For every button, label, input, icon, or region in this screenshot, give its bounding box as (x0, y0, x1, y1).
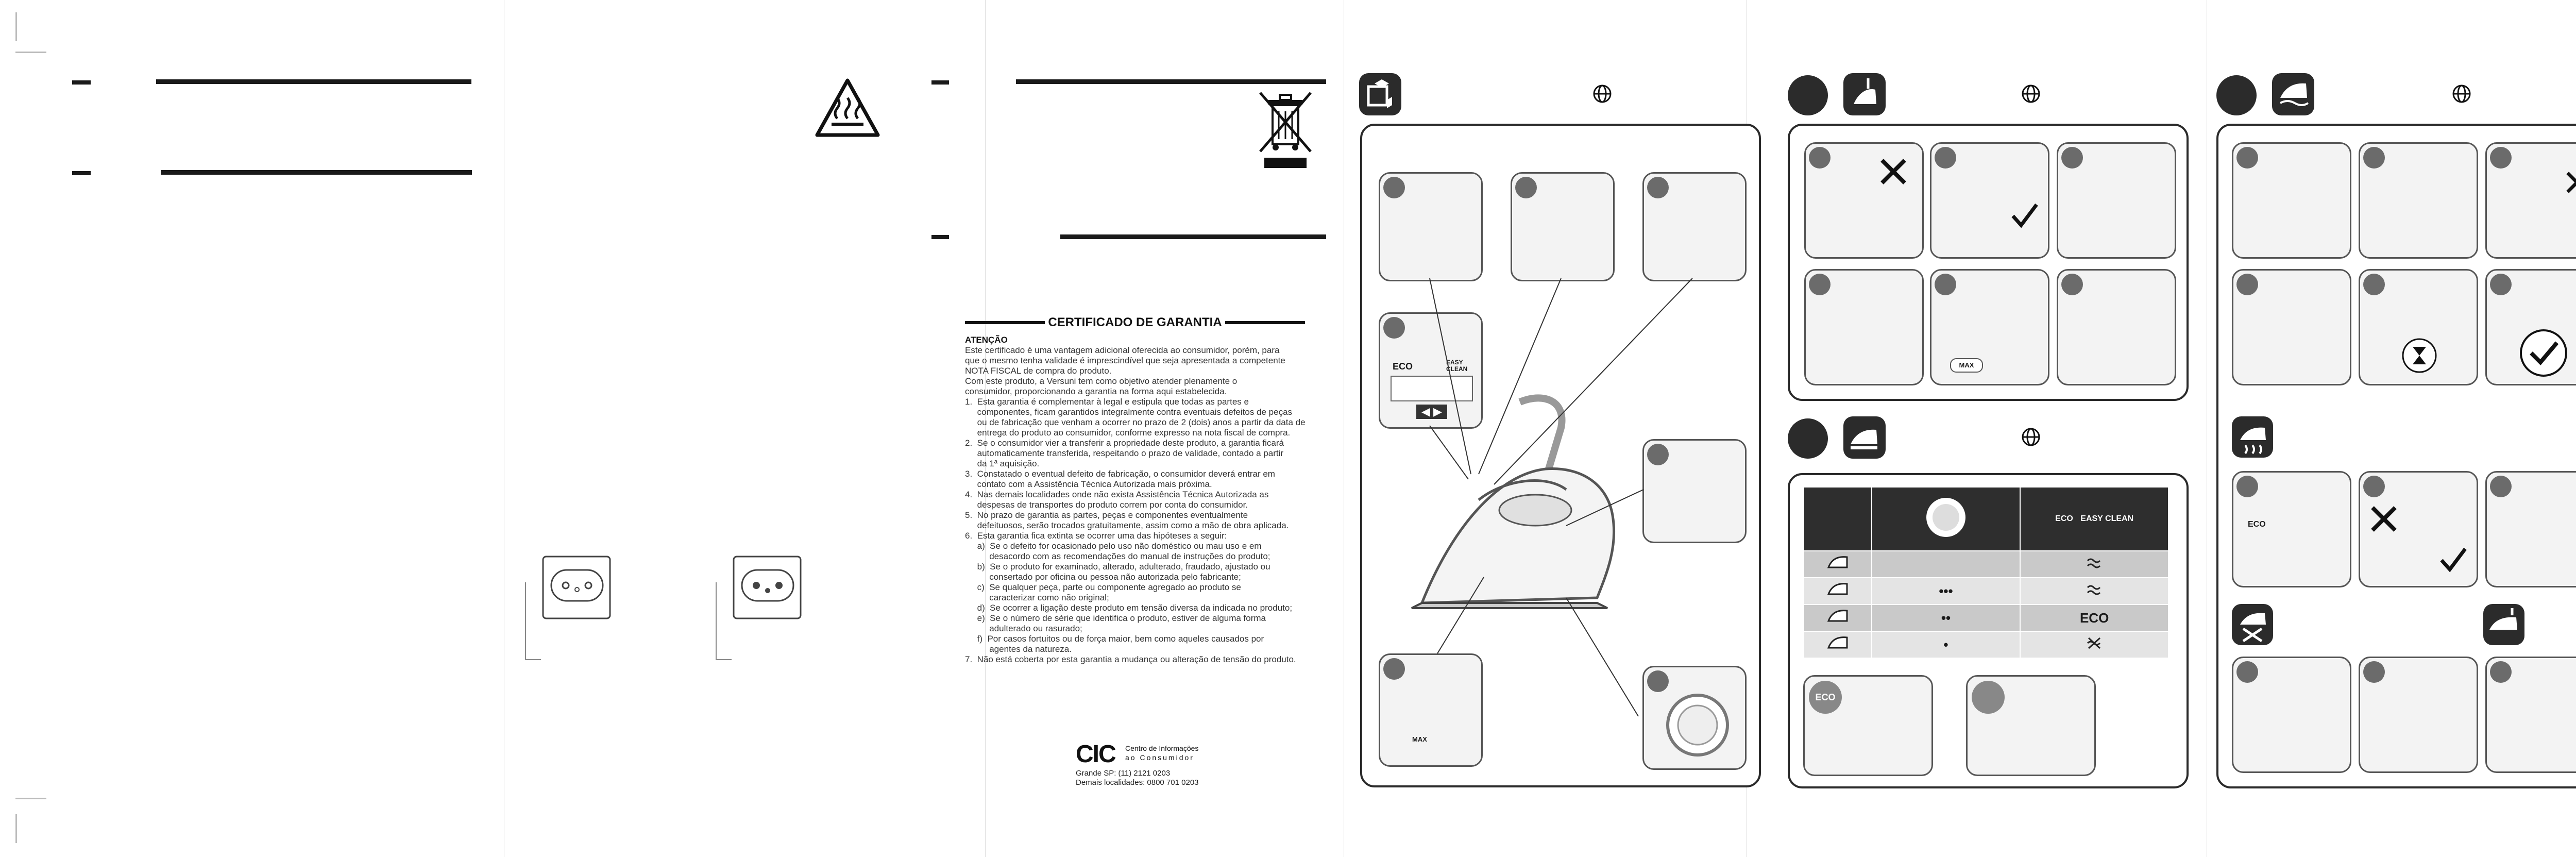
certificate-clause-line: b) Se o produto for examinado, alterado, adulterado, fraudado, ajustado ou (965, 562, 1270, 572)
certificate-clause-line: defeituosos, serão trocados gratuitamente, assim como a mão de obra aplicada. (965, 520, 1289, 530)
easy-clean-header-label: EASY CLEAN (2080, 514, 2134, 523)
attention-heading: ATENÇÃO (965, 335, 1008, 345)
fabric-type-cell (1804, 631, 1872, 658)
product-box-icon (1359, 73, 1401, 115)
crop-mark (15, 12, 17, 41)
ironing-step-panel (2232, 269, 2351, 385)
filling-step-panel (1804, 269, 1924, 385)
table-header-cell (2020, 487, 2168, 551)
iron-temperature-icon (1843, 416, 1886, 459)
heading-rule (161, 170, 472, 175)
certificate-intro-line: NOTA FISCAL de compra do produto. (965, 366, 1112, 376)
table-row (1804, 604, 2168, 631)
filling-step-panel (1930, 269, 2049, 385)
steam-setting-cell (2020, 631, 2168, 658)
temperature-dots-cell: •• (1872, 604, 2021, 631)
max-label: MAX (1412, 735, 1427, 743)
ironing-step-panel (2485, 269, 2576, 385)
heading-marker (931, 235, 949, 239)
heading-rule (1060, 234, 1326, 239)
certificate-clause-line: componentes, ficam garantidos integralmente contra eventuais defeitos de peças (965, 407, 1293, 417)
cic-line1: Centro de Informações (1125, 744, 1199, 752)
table-header (1804, 487, 2168, 551)
check-icon (2437, 545, 2468, 576)
fabric-iron-icon (1826, 554, 1849, 572)
certificate-title: CERTIFICADO DE GARANTIA (965, 316, 1305, 329)
certificate-clause-line: c) Se qualquer peça, parte ou componente agregado ao produto se (965, 582, 1241, 592)
steam-setting-cell (2020, 578, 2168, 604)
heading-rule (156, 79, 471, 84)
fabric-type-cell (1804, 551, 1872, 578)
certificate-clause-line: ou de fabricação que venham a ocorrer no prazo de 2 (dois) anos a partir da data de (965, 417, 1306, 427)
shot-of-steam-badge (2483, 604, 2524, 645)
globe-icon (2021, 83, 2041, 104)
filling-step-panel (2057, 142, 2176, 259)
certificate-clause-line: agentes da natureza. (965, 644, 1072, 654)
no-steam-icon (2086, 637, 2103, 649)
temperature-dots-cell: • (1872, 631, 2021, 658)
certificate-intro-line: consumidor, proporcionando a garantia na forma aqui estabelecida. (965, 387, 1227, 396)
certificate-intro-line: Com este produto, a Versuni tem como objetivo atender plenamente o (965, 376, 1238, 386)
certificate-clause-line: 5. No prazo de garantia as partes, peças e componentes eventualmente (965, 510, 1248, 520)
certificate-clause-line: desacordo com as recomendações do manual de instruções do produto; (965, 551, 1270, 561)
cic-contact-block (1076, 740, 1230, 786)
ironing-icon (2272, 73, 2314, 115)
steam-step-panel (2359, 471, 2478, 587)
certificate-clause-line: caracterizar como não original; (965, 593, 1109, 602)
hourglass-icon (2401, 338, 2437, 374)
certificate-intro-line: que o mesmo tenha validade é imprescindível que seja apresentada a competente (965, 356, 1285, 365)
certificate-clause-line: consertado por oficina ou pessoa não autorizada pelo fabricante; (965, 572, 1241, 582)
product-overview-badge (1359, 73, 1401, 115)
ironing-step-panel (2232, 142, 2351, 259)
check-icon (2009, 200, 2040, 231)
certificate-body (965, 335, 1305, 665)
eco-circle-label: ECO (1809, 681, 1842, 714)
easy-clean-label: EASY CLEAN (1446, 359, 1468, 373)
filling-step-panel (1804, 142, 1924, 259)
table-header-cell (1872, 487, 2021, 551)
certificate-clause-line: entrega do produto ao consumidor, conforme expresso na nota fiscal de compra. (965, 428, 1291, 438)
globe-icon (1592, 83, 1613, 104)
dry-ironing-panel (2232, 657, 2351, 773)
steam-badge (2232, 416, 2273, 458)
steam-step-panel (2232, 471, 2351, 587)
fabric-iron-icon (1826, 608, 1849, 625)
dial-icon (1923, 494, 1969, 541)
temperature-badge (1843, 416, 1886, 459)
max-level-label: MAX (1950, 358, 1983, 373)
hot-surface-warning-icon (814, 77, 881, 139)
fabric-type-cell (1804, 578, 1872, 604)
steam-shot-icon (2483, 604, 2524, 645)
cic-logo: CIC (1076, 741, 1115, 768)
vertical-steam-panel (2485, 657, 2576, 773)
heading-marker (931, 80, 949, 85)
certificate-clause-line: despesas de transportes do produto correm por conta do consumidor. (965, 500, 1248, 510)
steam-wave-icon (2086, 583, 2103, 596)
ironing-step-panel (2485, 142, 2576, 259)
cross-icon (1878, 156, 1909, 187)
no-steam-badge (2232, 604, 2273, 645)
steam-mode-panel (1966, 675, 2096, 776)
check-icon (2518, 327, 2569, 379)
certificate-clause-line: 1. Esta garantia é complementar à legal e estipula que todas as partes e (965, 397, 1249, 407)
filling-badge (1843, 73, 1886, 115)
crop-mark (15, 814, 17, 843)
weee-crossed-bin-icon (1257, 91, 1314, 171)
certificate-clause-line: f) Por casos fortuitos ou de força maior, bem como aqueles causados por (965, 634, 1264, 644)
steam-wave-icon (2086, 557, 2103, 569)
certificate-clause-line: d) Se ocorrer a ligação deste produto em tensão diversa da indicada no produto; (965, 603, 1293, 613)
globe-icon (2451, 83, 2472, 104)
heading-marker (72, 80, 91, 85)
water-fill-icon (1843, 73, 1886, 115)
fabric-type-cell (1804, 604, 1872, 631)
cic-phone-sp: Grande SP: (11) 2121 0203 (1076, 769, 1171, 778)
certificate-clause-line: a) Se o defeito for ocasionado pelo uso não doméstico ou mau uso e em (965, 541, 1262, 551)
power-socket-diagram (520, 551, 623, 665)
certificate-clause-line: 2. Se o consumidor vier a transferir a propriedade deste produto, a garantia ficará (965, 438, 1284, 448)
temperature-dots-cell (1872, 551, 2021, 578)
cic-phone-other: Demais localidades: 0800 701 0203 (1076, 778, 1199, 787)
certificate-clause-line: 7. Não está coberta por esta garantia a mudança ou alteração de tensão do produto. (965, 654, 1296, 664)
step-number-badge (1788, 75, 1828, 115)
certificate-clause-line: automaticamente transferida, respeitando o prazo de validade, contado a partir (965, 448, 1284, 458)
temperature-table (1803, 486, 2169, 659)
certificate-clause-line: 6. Esta garantia fica extinta se ocorrer uma das hipóteses a seguir: (965, 531, 1227, 541)
temperature-dots-cell: ••• (1872, 578, 2021, 604)
steam-step-panel (2485, 471, 2576, 587)
steam-circle-icon (1972, 681, 2005, 714)
dry-iron-icon (2232, 604, 2273, 645)
table-row (1804, 578, 2168, 604)
table-header-cell (1804, 487, 1872, 551)
certificate-clause-line: contato com a Assistência Técnica Autorizada mais próxima. (965, 479, 1212, 489)
globe-icon (2021, 427, 2041, 447)
steam-setting-cell (2020, 551, 2168, 578)
arrows-icon: ◀ ▶ (1416, 405, 1447, 419)
crop-mark (15, 798, 46, 799)
certificate-clause-line: da 1ª aquisição. (965, 459, 1040, 468)
certificate-intro (965, 345, 1305, 397)
certificate-clauses (965, 397, 1305, 665)
eco-label: ECO (2248, 520, 2266, 529)
temperature-table-body (1804, 551, 2168, 658)
steam-icon (2232, 416, 2273, 458)
certificate-clause-line: 3. Constatado o eventual defeito de fabricação, o consumidor deverá entrar em (965, 469, 1275, 479)
ironing-step-panel (2359, 142, 2478, 259)
heading-marker (72, 171, 91, 175)
heading-rule (1016, 79, 1326, 84)
steam-setting-cell: ECO (2020, 604, 2168, 631)
cross-icon (2564, 170, 2576, 195)
cross-icon (2368, 503, 2399, 534)
table-row (1804, 631, 2168, 658)
certificate-clause-line: e) Se o número de série que identifica o produto, estiver de alguma forma (965, 613, 1266, 623)
crop-mark (15, 52, 46, 53)
eco-mode-panel (1803, 675, 1933, 776)
eco-header-label: ECO (2055, 514, 2073, 523)
cic-line2: ao Consumidor (1125, 753, 1194, 762)
certificate-clause-line: 4. Nas demais localidades onde não exista Assistência Técnica Autorizada as (965, 490, 1269, 499)
filling-step-panel (2057, 269, 2176, 385)
fabric-iron-icon (1826, 634, 1849, 652)
certificate-intro-line: Este certificado é uma vantagem adicional oferecida ao consumidor, porém, para (965, 345, 1280, 355)
leader-lines (1360, 124, 1757, 783)
filling-step-panel (1930, 142, 2049, 259)
step-number-badge (2216, 75, 2257, 115)
certificate-clause-line: adulterado ou rasurado; (965, 624, 1082, 633)
eco-label: ECO (1393, 361, 1413, 372)
fabric-iron-icon (1826, 581, 1849, 598)
step-number-badge (1788, 418, 1828, 459)
ironing-badge (2272, 73, 2314, 115)
steam-shot-panel (2359, 657, 2478, 773)
table-row (1804, 551, 2168, 578)
ironing-step-panel (2359, 269, 2478, 385)
power-socket-diagram (711, 551, 814, 665)
